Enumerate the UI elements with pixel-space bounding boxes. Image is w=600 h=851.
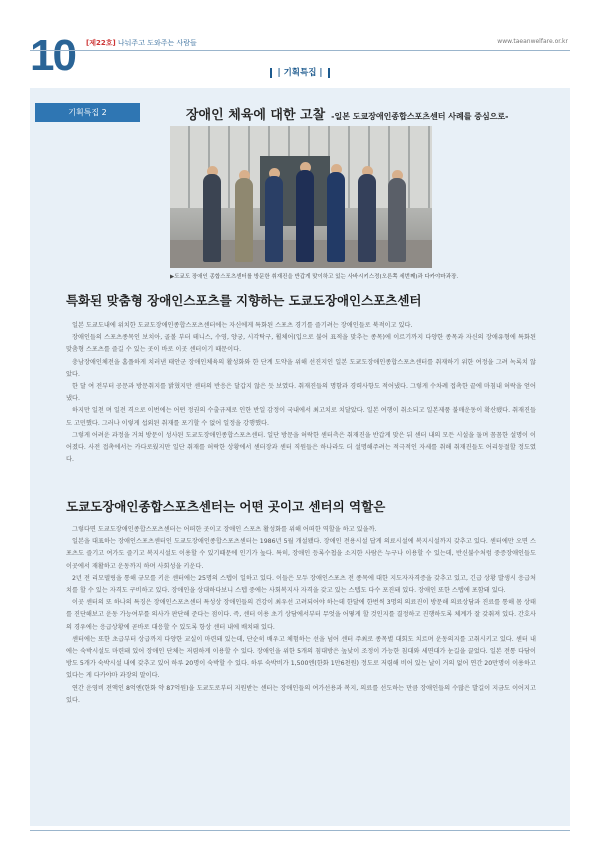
section-tag-label: | 기획특집 | bbox=[270, 68, 331, 78]
photo-person bbox=[265, 176, 283, 262]
paragraph: 그렇게 어려운 과정을 거쳐 방문이 성사된 도쿄도장애인종합스포츠센터. 일단 방문을 허락한 센터측은 취재진을 반갑게 맞은 뒤 센터 내의 모든 시설을 둘며 꼼꼼한 설명이 이어졌다. 사전 접촉에서는 카다로웠지만 일단 취재를 허락한 상황에서 센터장과 센터 직원들은 하나라도 더 설명해주려는 적극적인 자세를 취해 취재진들도 어리둥절할 정도였다. bbox=[66, 431, 536, 464]
paragraph: 하지만 일천 며 일전 격으로 이번에는 어떤 정권의 수출규제로 인한 반일 감정이 국내에서 최고치로 치달았다. 일본 여행이 취소되고 일본제품 불매운동이 확산됐다. 취재진들도 고민했다. 그러나 이렇게 섭외된 취재를 포기할 수 없어 일정을 강행했다. bbox=[66, 407, 536, 427]
photo-caption: ▶도쿄도 장애인 종합스포츠센터를 방문한 취재진을 반갑게 맞이하고 있는 사바시키스정(오른쪽 세번째)과 다카야마과장. bbox=[170, 274, 459, 280]
paragraph: 일본을 대표하는 장애인스포츠센터인 도쿄도장애인종합스포츠센터는 1986년 5월 개설됐다. 장애인 전용시설 답게 의료시설에 복지시설까지 갖추고 있다. 센터에만 오면 스포츠도 즐기고 여가도 즐기고 복지시설도 이용할 수 있기때문에 인기가 높다. 특히, 장애인 등록수첩을 소지한 사람은 누구나 이용할 수 있는데, 반신불수처럼 중증장애인들도 이곳에서 재활하고 운동까지 하며 사회성을 키운다. bbox=[66, 538, 536, 570]
paragraph: 충남장애인체전을 홈플하게 치러낸 태안군 장애인체육의 활성화와 한 단계 도약을 위해 선진지인 일본 도쿄도장애인종합스포츠센터를 취재하기 위한 여정을 그려 녹록치 않았다. bbox=[66, 358, 536, 378]
header-divider bbox=[30, 50, 570, 51]
section-body-1 bbox=[66, 320, 536, 466]
article-title-text: 장애인 체육에 대한 고찰 bbox=[186, 108, 326, 123]
site-url[interactable]: www.taeanwelfare.or.kr bbox=[497, 38, 568, 45]
photo-person bbox=[327, 172, 345, 262]
section-tag bbox=[0, 66, 600, 78]
issue-number: [제22호] bbox=[86, 39, 116, 47]
section-heading-1: 특화된 맞춤형 장애인스포츠를 지향하는 도쿄도장애인스포츠센터 bbox=[66, 293, 422, 308]
photo-person bbox=[358, 174, 376, 262]
paragraph: 일본 도쿄도내에 위치한 도쿄도장애인종합스포츠센터에는 자신에게 특화된 스포츠 경기를 즐기려는 장애인들로 북적이고 있다. bbox=[72, 322, 413, 329]
paragraph: 연간 운영비 전액인 8억엔(한화 약 87억원)을 도쿄도로부터 지원받는 센터는 장애인들의 여가선용과 복지, 의료를 선도하는 만큼 장애인들의 수많은 발길이 지금도 이어지고 있다. bbox=[66, 684, 536, 704]
page-number: 10 bbox=[30, 31, 75, 80]
paragraph: 2년 전 리모델링을 통해 규모를 키운 센터에는 25명의 스텝이 일하고 있다. 이들은 모두 장애인스포츠 전 종목에 대한 지도자자격증을 갖추고 있고, 긴급 상황 발생시 응급처치를 할 수 있는 자격도 구비하고 있다. 장애인을 상대하다보니 스텝 중에는 사회복지사 자격을 갖고 있는 스텝도 다수 포진돼 있다. 장애인 또한 스텝에 포함돼 있다. bbox=[66, 574, 536, 595]
footer-divider bbox=[30, 830, 570, 831]
section-heading-2: 도쿄도장애인종합스포츠센터는 어떤 곳이고 센터의 역할은 bbox=[66, 499, 386, 514]
photo-person bbox=[296, 170, 314, 262]
photo-person bbox=[235, 178, 253, 262]
paragraph: 이곳 센터의 또 하나의 특징은 장애인스포츠센터 특성상 장애인들의 건강이 최우선 고려되어야 하는데 한달에 한번씩 3명의 의료진이 방문해 의료상담과 진료를 통해 몸 상태를 진단해보고 운동 가능여부를 의사가 판단해 준다는 점이다. 즉, 센터 이용 초기 상담에서부터 무엇을 어떻게 할 것인지를 결정하고 진행하도록 체계가 잘 갖춰져 있다. 간호사의 경우에는 응급상황에 곧바로 대응할 수 있도록 항상 센터 내에 배치돼 있다. bbox=[66, 599, 536, 631]
paragraph: 장애인들의 스포츠종목인 보치아, 골볼 부터 테니스, 수영, 양궁, 시각탁구, 휠체어(입으로 불어 표적을 맞추는 종목)에 이르기까지 다양한 종목과 자신의 장애유형에 특화된 맞춤형 스포츠를 즐길 수 있는 곳이 바로 이곳 센터이기 때문이다. bbox=[66, 334, 536, 354]
article-title bbox=[186, 104, 508, 123]
article-photo bbox=[170, 126, 432, 268]
paragraph: 센터에는 또한 초급부터 상급까지 다양한 교실이 마련돼 있는데, 단순히 배우고 체험하는 선을 넘어 센터 주최로 종목별 대회도 치르며 운동의지를 고취시키고 있다. 센터 내에는 숙박시설도 마련돼 있어 장애인 단체는 저렴하게 이용할 수 있다. 장애인을 위한 5개의 침대방은 높낮이 조정이 가능한 침대와 세면대가 눈길을 끌었다. 일본 전통 다담이방도 5개가 숙박시설 내에 갖추고 있어 하루 20명이 숙박할 수 있다. 하루 숙박비가 1,500엔(한화 1만6천원) 정도로 저렴해 비어 있는 날이 거의 없어 연간 20만명이 이용하고 있다는 게 다카야마 과장의 말이다. bbox=[66, 635, 536, 680]
newsletter-slogan: 나눠주고 도와주는 사람들 bbox=[117, 39, 197, 47]
issue-label bbox=[86, 38, 197, 48]
article-badge: 기획특집 2 bbox=[35, 103, 140, 122]
paragraph: 한 달 여 전부터 공문과 방문취지를 밝혔지만 센터의 반응은 달갑지 않은 듯 보였다. 취재진들의 명함과 경력사항도 적어냈다. 그렇게 수차례 접촉한 끝에 마침내 허락을 얻어냈다. bbox=[66, 383, 536, 403]
photo-person bbox=[388, 178, 406, 262]
article-subtitle: -일본 도쿄장애인종합스포츠센터 사례를 중심으로- bbox=[331, 112, 509, 121]
section-body-2 bbox=[66, 524, 536, 707]
photo-person bbox=[203, 174, 221, 262]
paragraph: 그렇다면 도쿄도장애인종합스포츠센터는 어떠한 곳이고 장애인 스포츠 활성화를 위해 어떠한 역할을 하고 있을까. bbox=[72, 526, 377, 533]
